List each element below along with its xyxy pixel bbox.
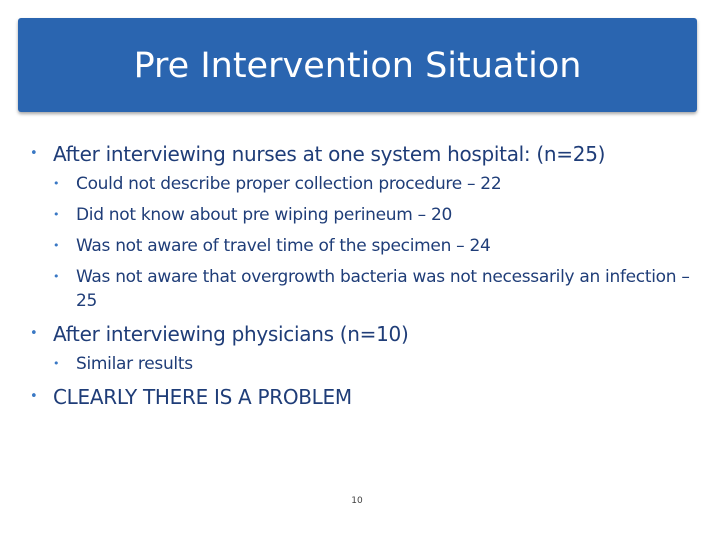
bullet-icon: • [30,389,38,404]
page-number: 10 [351,496,363,506]
bullet-icon: • [53,208,60,221]
bullet-icon: • [53,177,60,190]
slide-content [30,140,690,415]
bullet-physicians-interview [30,320,690,348]
sub-bullet-text: Did not know about pre wiping perineum – 20 [76,205,452,225]
slide-title: Pre Intervention Situation [133,46,582,86]
sub-bullet-travel-time [53,234,690,258]
bullet-icon: • [53,357,60,370]
bullet-clearly-problem [30,383,690,411]
sub-bullet-text: Was not aware of travel time of the specimen – 24 [76,236,491,256]
bullet-text: CLEARLY THERE IS A PROBLEM [53,385,352,409]
sub-bullet-text: Was not aware that overgrowth bacteria was not necessarily an infection – 25 [76,267,690,311]
sub-bullet-similar-results [53,352,690,376]
bullet-text: After interviewing nurses at one system hospital: (n=25) [53,142,606,166]
sub-bullet-collection-procedure [53,172,690,196]
bullet-text: After interviewing physicians (n=10) [53,322,409,346]
sub-bullet-text: Could not describe proper collection procedure – 22 [76,174,502,194]
sub-bullet-overgrowth [53,265,690,313]
bullet-icon: • [53,270,60,283]
sub-bullet-pre-wiping [53,203,690,227]
bullet-icon: • [30,326,38,341]
bullet-icon: • [30,146,38,161]
sub-bullet-text: Similar results [76,354,193,374]
title-bar [18,18,697,112]
bullet-nurses-interview [30,140,690,168]
bullet-icon: • [53,239,60,252]
